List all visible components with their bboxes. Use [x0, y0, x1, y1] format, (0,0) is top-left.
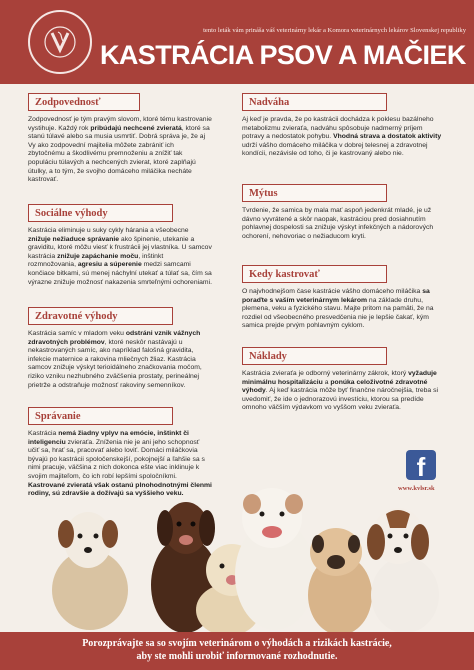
section-title: Kedy kastrovať	[242, 265, 387, 283]
text-bold: Kastrované zvieratá však ostanú plnohodnotnými členmi rodiny, sú zdravšie a dožívajú sa vyššieho veku.	[28, 481, 212, 498]
chamber-logo	[28, 10, 92, 74]
section-kedy-kastrovat	[242, 264, 442, 331]
footer-line: Porozprávajte sa so svojím veterinárom o výhodách a rizikách kastrácie,	[82, 638, 392, 649]
website-link[interactable]: www.kvlsr.sk	[398, 485, 435, 492]
text-run: , inštinkt rozmnožovania,	[28, 252, 164, 269]
section-text	[28, 116, 212, 185]
text-run: Tvrdenie, že samica by mala mať aspoň jedenkrát mladé, je už dávno vyvrátené a skôr naopak, kastráciou pred dosiahnutím pohlavnej dospelosti sa znižuje výskyt infekčných a nádorových ochorení, nehovoriac o nežiaducom kryti.	[242, 207, 434, 240]
section-title: Správanie	[28, 407, 173, 425]
section-text	[28, 227, 212, 287]
text-run: Kastrácia samíc v mladom veku	[28, 330, 126, 337]
text-run: na základe druhu, plemena, veku a fyzického stavu. Majte pritom na pamäti, že na rozdiel od všeobecného presvedčenia nie je lepšie čakať, kým samica prejde prvým pohlavným cyklom.	[242, 296, 434, 330]
text-run: , ktoré sa stanú túlavé alebo sa musia usmrtiť. Dobrá správa je, že aj Vy ako zodpovední majitelia môžete zabrániť ich zbytočnému a škodlivému premnoženiu a znížiť tak populáciu túlavých a nechcených zvierat, ktoré zaplňajú útulky, a to tým, že svojho domáceho miláčika necháte kastrovať.	[28, 124, 210, 184]
text-run: ako špinenie, utekanie a graviditu, ktoré môžu viesť k frustrácii jej vlastníka. U samcov kastrácia	[28, 235, 212, 260]
text-run: , ktoré neskôr nastávajú u nekastrovaných samíc, ako napríklad falošná gravidita, infekcie maternice a rakovina mliečnych žliaz. Kastrácia samcov znižuje výskyt terioidálneho značkovania močom, riziko vzniku nezhubného zväčšenia prostaty, perineálnej prietrže a odstraňuje možnosť rakoviny semenníkov.	[28, 338, 202, 389]
text-bold: odstráni vznik vážnych zdravotných problémov	[28, 330, 201, 346]
section-text	[242, 116, 442, 159]
text-run: . Aj keď kastrácia môže byť finančne náročnejšia, treba si uvedomiť, že ide o jednorazovú investíciu, ktorou sa predíde omnoho väčším výdavkom vo vyššom veku zvieraťa.	[242, 387, 438, 412]
text-bold: agresiu a súperenie	[77, 261, 142, 269]
section-zdravotne-vyhody	[28, 306, 212, 390]
text-run: Aj keď je pravda, že po kastrácii dochádza k poklesu bazálneho metabolizmu zvieraťa, nadváhu spôsobuje nadmerný príjem potravy a nedostatok pohybu.	[242, 116, 434, 141]
page-title: KASTRÁCIA PSOV A MAČIEK	[100, 40, 466, 70]
text-run: O najvhodnejšom čase kastrácie vášho domáceho miláčika	[242, 288, 423, 295]
section-zodpovednost	[28, 92, 212, 185]
section-mytus	[242, 183, 442, 241]
text-run: udrží vášho domáceho miláčika v dobrej telesnej a zdravotnej kondícii, nezávisle od toho, či je kastrovaný alebo nie.	[242, 141, 428, 158]
section-text	[242, 370, 442, 413]
section-title: Nadváha	[242, 93, 387, 111]
section-text	[242, 288, 442, 331]
facebook-icon[interactable]: f	[406, 450, 436, 480]
text-bold: pribúdajú nechcené zvieratá	[90, 124, 182, 132]
text-run: Kastrácia	[28, 430, 59, 437]
header-banner	[0, 0, 474, 84]
dog-image	[367, 508, 439, 633]
text-bold: Vhodná strava a dostatok aktivity	[333, 133, 442, 141]
section-text	[28, 330, 212, 390]
text-run: Kastrácia zvieraťa je odborný veterinárny zákrok, ktorý	[242, 370, 409, 377]
section-title: Sociálne výhody	[28, 204, 173, 222]
content-area	[0, 84, 474, 498]
text-bold: znižuje zapáchanie moču	[57, 252, 139, 260]
section-text	[242, 207, 442, 241]
tagline: tento leták vám prináša váš veterinárny lekár a Komora veterinárnych lekárov Slovenskej republiky	[203, 27, 466, 34]
dog-image	[235, 488, 315, 630]
text-run: zvieraťa. Zníženia nie je ani jeho schopnosť učiť sa, hrať sa, pracovať alebo loviť. Domáci miláčkovia bývajú po kastrácii spoločenskejší, pokojnejší a ľahšie sa s nimi pracuje, väčšina z nich dokonca ešte viac inklinuje k svojim majiteľom, čo ich robí lepšími spoločníkmi.	[28, 438, 205, 480]
text-bold: znižuje nežiaduce správanie	[28, 235, 120, 243]
dogs-illustration	[0, 470, 474, 635]
text-run: medzi samcami končiace bitkami, sú menej náchylní utekať a túlať sa, čím sa výrazne znižuje možnosť nakazenia smrteľnými ochoreniami.	[28, 261, 212, 286]
section-socialne-vyhody	[28, 203, 212, 287]
section-title: Mýtus	[242, 184, 387, 202]
text-bold: vyžaduje minimálnu hospitalizáciu	[242, 370, 437, 386]
dog-image	[308, 528, 372, 635]
dog-image	[52, 512, 128, 630]
text-run: Kastrácia eliminuje u suky cykly hárania a všeobecne	[28, 227, 189, 234]
footer-line: aby ste mohli urobiť informované rozhodnutie.	[136, 651, 338, 662]
section-title: Náklady	[242, 347, 387, 365]
section-title: Zodpovednosť	[28, 93, 140, 111]
text-run: Zodpovednosť je tým pravým slovom, ktoré tému kastrovanie vystihuje. Každý rok	[28, 116, 212, 132]
text-bold: ponúka celoživotné zdravotné výhody	[242, 378, 428, 395]
text-bold: sa poraďte s vaším veterinárnym lekárom	[242, 288, 430, 304]
section-nadvaha	[242, 92, 442, 159]
section-naklady	[242, 346, 442, 413]
footer-banner	[0, 632, 474, 670]
section-title: Zdravotné výhody	[28, 307, 173, 325]
text-run: a	[322, 378, 331, 386]
text-bold: nemá žiadny vplyv na emócie, inštinkt či inteligenciu	[28, 430, 189, 446]
